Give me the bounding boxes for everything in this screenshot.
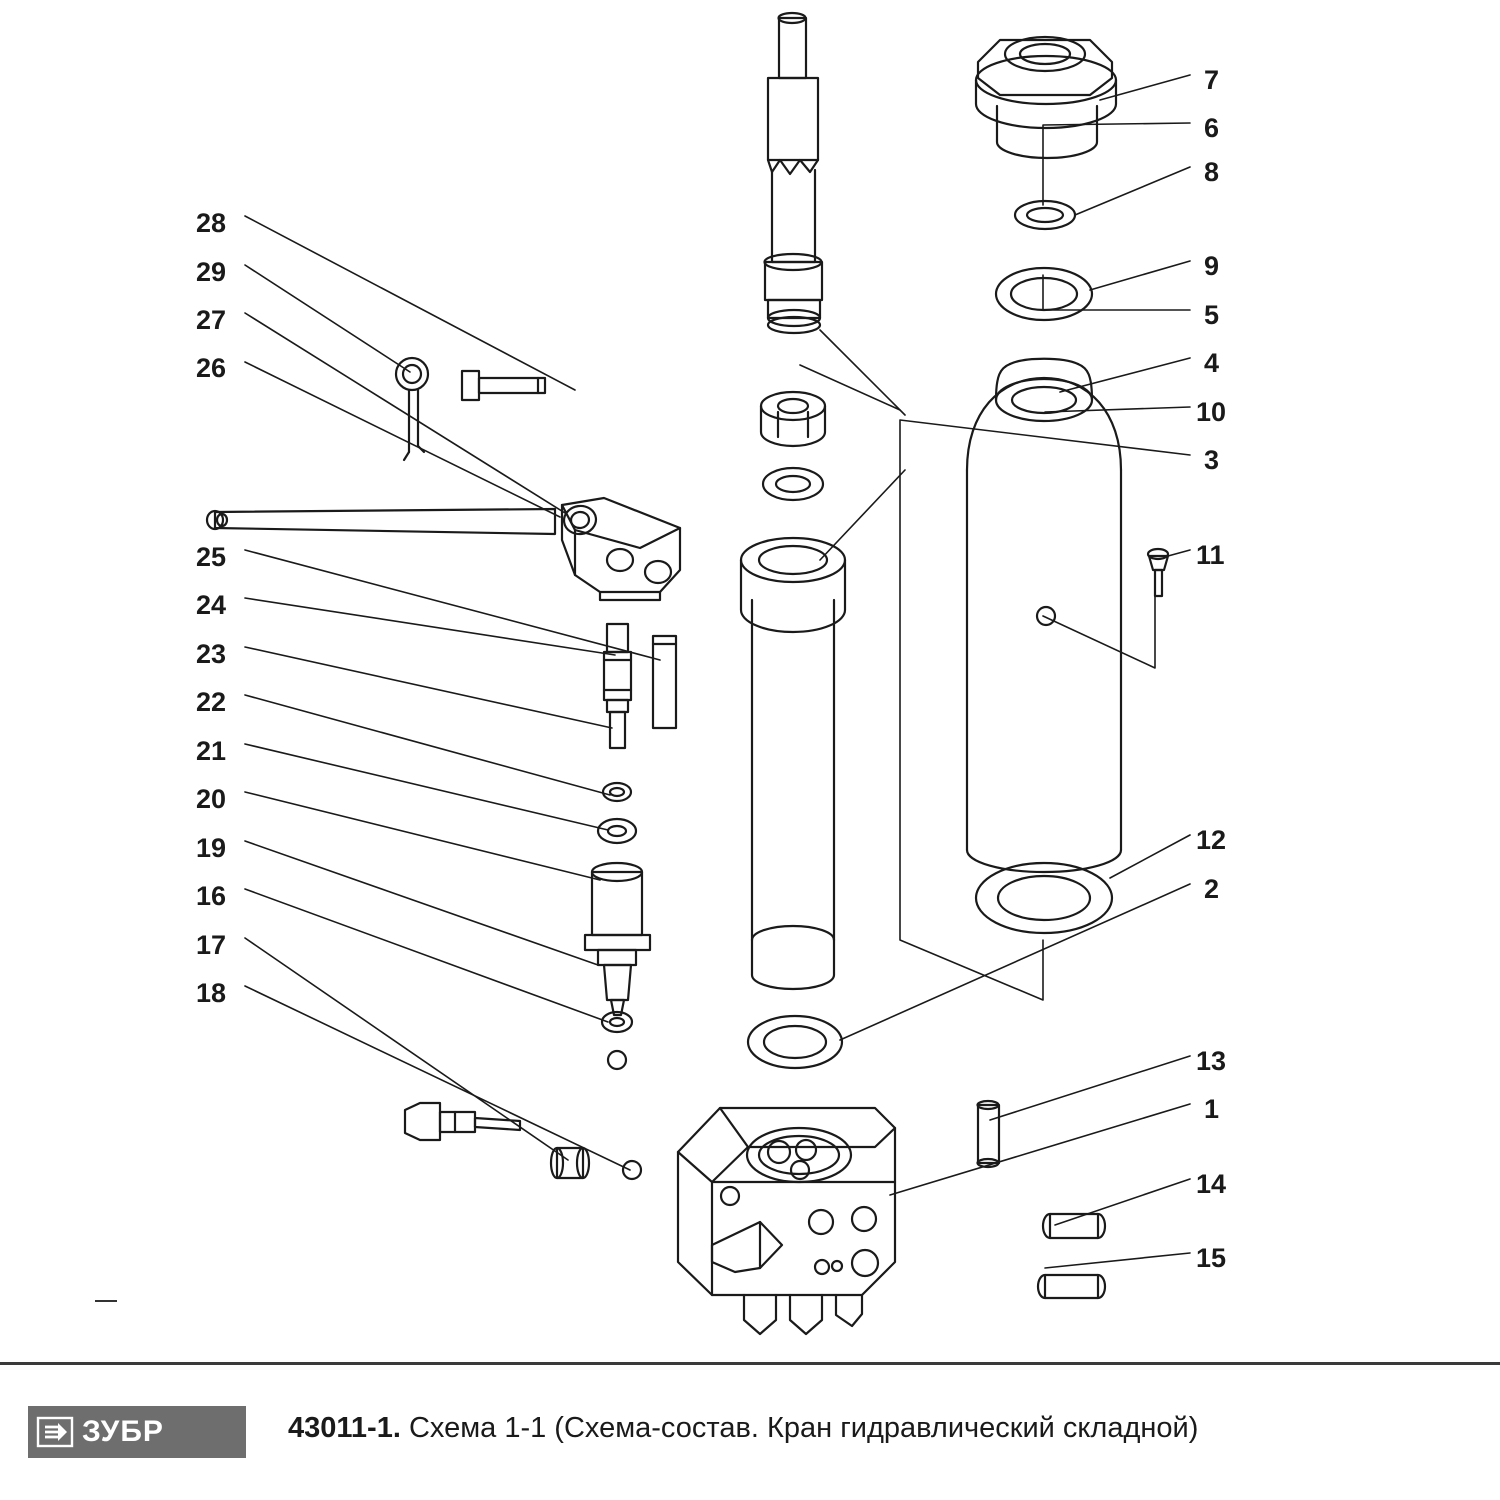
brand-name: ЗУБР — [82, 1415, 164, 1448]
part-10-reservoir — [967, 359, 1121, 872]
callout-12: 12 — [1196, 825, 1227, 855]
footer-divider — [0, 1362, 1500, 1365]
callout-4: 4 — [1204, 348, 1220, 378]
callout-16: 16 — [196, 881, 227, 911]
callout-17: 17 — [196, 930, 227, 960]
part-25-pin — [653, 636, 676, 728]
callout-20: 20 — [196, 784, 227, 814]
part-20-plunger — [604, 965, 631, 1015]
leader-lines-left — [245, 216, 660, 1170]
part-11-pointer — [1037, 607, 1055, 625]
callout-2: 2 — [1204, 874, 1220, 904]
callout-1: 1 — [1204, 1094, 1220, 1124]
part-8-o-ring — [1015, 201, 1075, 229]
part-27-pivot-bracket — [562, 498, 680, 600]
callout-14: 14 — [1196, 1169, 1227, 1199]
footer — [0, 1362, 1500, 1500]
callout-15: 15 — [1196, 1243, 1227, 1273]
part-28-bolt — [462, 371, 545, 400]
part-9-o-ring — [996, 268, 1092, 320]
part-26-handle-tube — [207, 509, 555, 534]
brand-logo — [28, 1406, 246, 1458]
diagram-code: 43011-1. — [288, 1412, 401, 1444]
part-7-filler-cap — [976, 37, 1116, 158]
part-24-spindle — [604, 624, 631, 748]
callout-5: 5 — [1204, 300, 1220, 330]
part-small-ball — [623, 1161, 641, 1179]
callout-18: 18 — [196, 978, 227, 1008]
part-6-ram-rod — [765, 13, 823, 333]
part-13-dowel-pin — [978, 1101, 1000, 1167]
part-4-o-ring — [763, 468, 823, 500]
callout-6: 6 — [1204, 113, 1220, 143]
part-11-fitting — [1148, 549, 1168, 596]
callout-27: 27 — [196, 305, 227, 335]
callout-7: 7 — [1204, 65, 1220, 95]
leader-lines-right — [800, 75, 1190, 1268]
part-14-roll-pin — [1043, 1214, 1105, 1238]
callout-24: 24 — [196, 590, 227, 620]
callout-13: 13 — [1196, 1046, 1227, 1076]
part-17-bushing — [551, 1148, 589, 1178]
part-23-o-ring — [603, 783, 631, 801]
part-2-o-ring — [748, 1016, 842, 1068]
callout-28: 28 — [196, 208, 227, 238]
callout-25: 25 — [196, 542, 227, 572]
callout-3: 3 — [1204, 445, 1220, 475]
callout-9: 9 — [1204, 251, 1220, 281]
part-5-bushing — [761, 392, 825, 446]
callout-22: 22 — [196, 687, 227, 717]
callout-11: 11 — [1196, 540, 1225, 570]
part-16-ball — [608, 1051, 626, 1069]
callout-10: 10 — [1196, 397, 1227, 427]
callout-29: 29 — [196, 257, 227, 287]
callout-21: 21 — [196, 736, 227, 766]
callout-19: 19 — [196, 833, 227, 863]
part-3-pump-cylinder — [741, 538, 845, 989]
diagram-title: Схема 1-1 (Схема-состав. Кран гидравлический складной) — [408, 1412, 1199, 1444]
corner-tick-mark — [95, 1300, 117, 1302]
callout-8: 8 — [1204, 157, 1220, 187]
diagram-caption — [288, 1412, 1198, 1445]
part-12-o-ring — [976, 863, 1112, 933]
part-1-base-block — [678, 1108, 895, 1334]
callout-23: 23 — [196, 639, 227, 669]
callout-26: 26 — [196, 353, 227, 383]
part-22-washer — [598, 819, 636, 843]
part-15-roll-pin — [1038, 1275, 1105, 1298]
arrow-in-square-icon — [36, 1415, 76, 1449]
